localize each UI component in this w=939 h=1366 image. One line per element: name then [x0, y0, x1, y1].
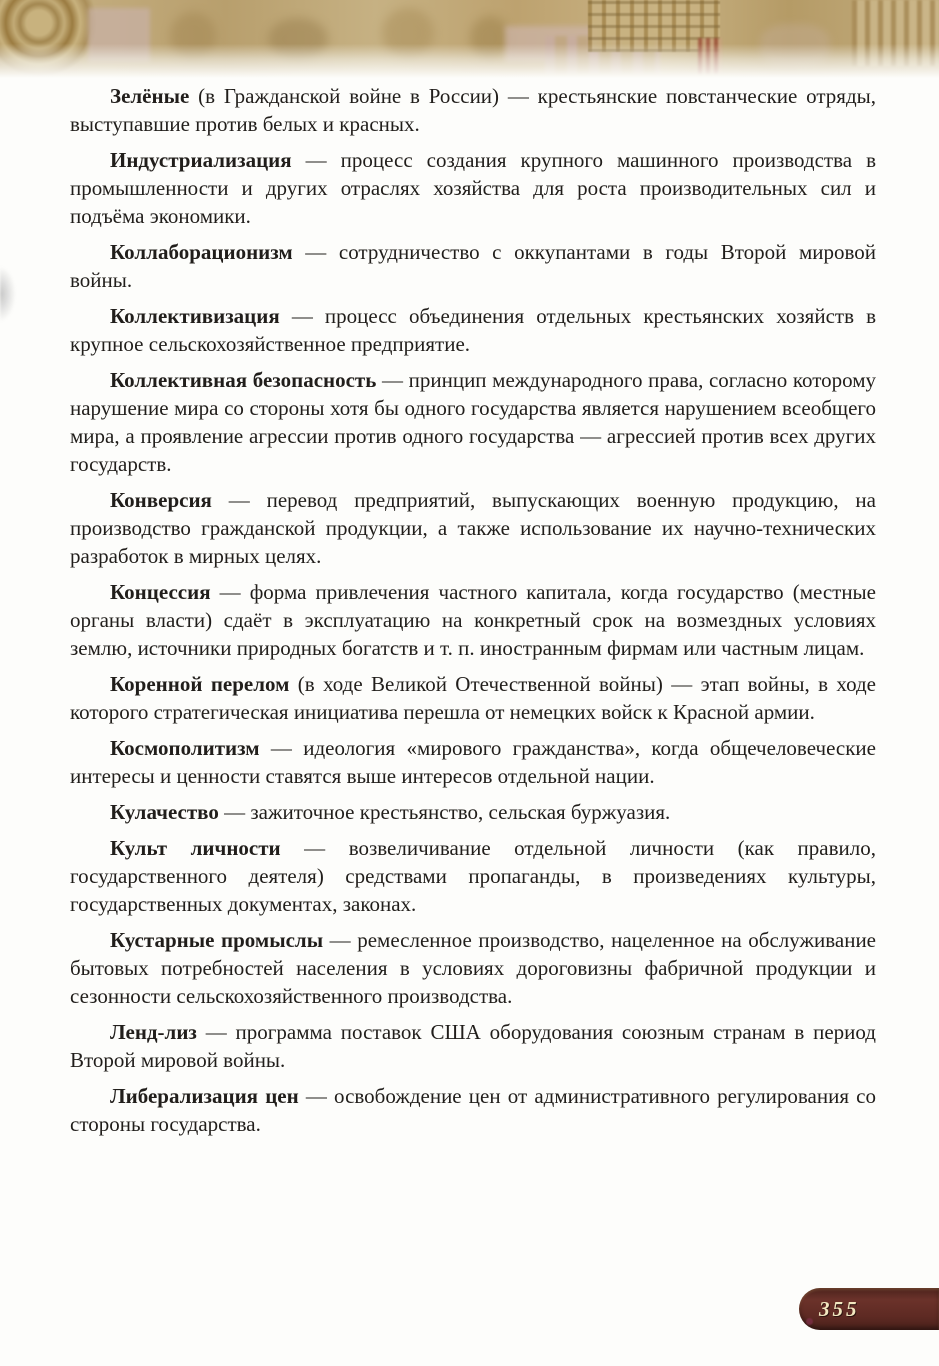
- glossary-term: Кулачество: [110, 800, 219, 824]
- glossary-entry: [70, 1018, 876, 1074]
- scan-artifact: [0, 266, 16, 322]
- glossary-entry: [70, 834, 876, 918]
- collage-stripes: [852, 0, 939, 66]
- glossary-term: Коренной перелом: [110, 672, 290, 696]
- glossary-entry: [70, 238, 876, 294]
- collage-figure: [382, 8, 434, 58]
- glossary-definition: — идеология «мирового гражданства», когда общечеловеческие интересы и ценности ставятся выше интересов отдельной нации.: [70, 736, 876, 788]
- glossary-term: Коллективизация: [110, 304, 280, 328]
- glossary-definition: — форма привлечения частного капитала, когда государство (местные органы власти) сдаёт в эксплуатацию на конкретный срок на возмездных условиях землю, источники природных богатств и т. п. иностранным фирмам или частным лицам.: [70, 580, 876, 660]
- glossary-term: Конверсия: [110, 488, 212, 512]
- glossary-entry: [70, 578, 876, 662]
- glossary-text-block: [70, 82, 876, 1146]
- glossary-term: Коллективная безопасность: [110, 368, 377, 392]
- glossary-entry: [70, 146, 876, 230]
- glossary-entry: [70, 486, 876, 570]
- collage-figure: [760, 24, 830, 68]
- collage-figure: [470, 16, 510, 60]
- glossary-term: Зелёные: [110, 84, 190, 108]
- collage-stripes: [698, 38, 722, 74]
- glossary-term: Кустарные промыслы: [110, 928, 324, 952]
- glossary-definition: — программа поставок США оборудования союзным странам в период Второй мировой войны.: [70, 1020, 876, 1072]
- glossary-definition: — принцип международного права, согласно которому нарушение мира со стороны хотя бы одного государства является нарушением всеобщего мира, а проявление агрессии против одного государства — агрессией против всех других государств.: [70, 368, 876, 476]
- glossary-definition: — зажиточное крестьянство, сельская буржуазия.: [218, 800, 671, 824]
- glossary-definition: — процесс создания крупного машинного производства в промышленности и других отраслях хозяйства для роста производительных сил и подъёма экономики.: [70, 148, 876, 228]
- header-collage: [0, 0, 939, 80]
- collage-medallion: [0, 0, 98, 76]
- glossary-term: Культ личности: [110, 836, 281, 860]
- glossary-definition: (в Гражданской войне в России) — крестьянские повстанческие отряды, выступавшие против белых и красных.: [70, 84, 876, 136]
- page-number-badge: [799, 1288, 939, 1330]
- glossary-entry: [70, 670, 876, 726]
- glossary-definition: (в ходе Великой Отечественной войны) — этап войны, в ходе которого стратегическая инициатива перешла от немецких войск к Красной армии.: [70, 672, 876, 724]
- glossary-entry: [70, 366, 876, 478]
- glossary-term: Индустриализация: [110, 148, 292, 172]
- glossary-definition: — ремесленное производство, нацеленное на обслуживание бытовых потребностей населения в условиях дороговизны фабричной продукции и сезонности сельскохозяйственного производства.: [70, 928, 876, 1008]
- glossary-definition: — сотрудничество с оккупантами в годы Второй мировой войны.: [70, 240, 876, 292]
- glossary-definition: — процесс объединения отдельных крестьянских хозяйств в крупное сельскохозяйственное предприятие.: [70, 304, 876, 356]
- glossary-entry: [70, 82, 876, 138]
- glossary-definition: — освобождение цен от административного регулирования со стороны государства.: [70, 1084, 876, 1136]
- glossary-entry: [70, 1082, 876, 1138]
- glossary-entry: [70, 926, 876, 1010]
- collage-figure: [170, 12, 216, 60]
- collage-figure: [268, 18, 328, 60]
- glossary-term: Ленд-лиз: [110, 1020, 197, 1044]
- glossary-entry: [70, 734, 876, 790]
- glossary-definition: — перевод предприятий, выпускающих военную продукцию, на производство гражданской продукции, а также использование их научно-технических разработок в мирных целях.: [70, 488, 876, 568]
- glossary-term: Коллаборационизм: [110, 240, 293, 264]
- glossary-term: Космополитизм: [110, 736, 260, 760]
- glossary-definition: — возвеличивание отдельной личности (как правило, государственного деятеля) средствами пропаганды, в произведениях культуры, государственных документах, законах.: [70, 836, 876, 916]
- glossary-entry: [70, 302, 876, 358]
- glossary-term: Концессия: [110, 580, 211, 604]
- glossary-term: Либерализация цен: [110, 1084, 299, 1108]
- page-number: 355: [819, 1296, 860, 1321]
- collage-pink-block: [88, 8, 150, 62]
- glossary-entry: [70, 798, 876, 826]
